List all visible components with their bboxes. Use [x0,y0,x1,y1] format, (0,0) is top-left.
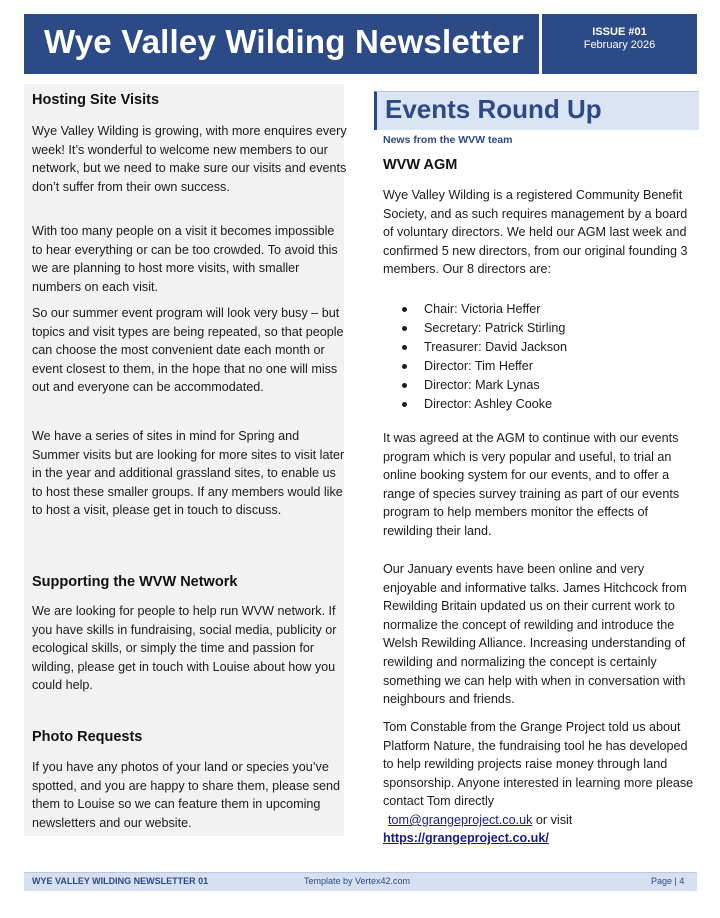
agm-heading: WVW AGM [383,157,458,173]
hosting-heading: Hosting Site Visits [32,92,160,108]
january-paragraph: Our January events have been online and very enjoyable and informative talks. James Hitchcock from Rewilding Britain updated us on their current work to normalize the concept of rewilding and introduce the Welsh Rewilding Alliance. Increasing understanding of rewilding and normalizing the concept is certainly something we can help with when in conversation with neighbours and friends. [383,562,687,707]
agm-paragraph-2: It was agreed at the AGM to continue with our events program which is very popular and useful, to trial an online booking system for our events, and to offer a range of species survey training as part of our events program to help members monitor the effects of rewilding their land. [383,431,680,538]
masthead [24,14,697,74]
issue-number: ISSUE #01 [592,26,647,38]
newsletter-title: Wye Valley Wilding Newsletter [44,23,524,60]
hosting-paragraph-2: With too many people on a visit it becomes impossible to hear everything or can be too crowded. To avoid this we are planning to host more visits, with smaller numbers on each visit. [32,224,338,294]
footer-newsletter-label: WYE VALLEY WILDING NEWSLETTER 01 [32,876,209,886]
hosting-paragraph-3: So our summer event program will look very busy – but topics and visit types are being repeated, so that people can choose the most convenient date each month or event closest to them, in the hope that no one will miss out and everyone can be accommodated. [32,306,344,395]
photo-paragraph: If you have any photos of your land or species you’ve spotted, and you are happy to share them, please send them to Louise so we can feature them in upcoming newsletters and our website. [32,760,341,830]
footer-template-credit: Template by Vertex42.com [304,876,411,886]
bullet-icon [402,402,407,407]
network-paragraph: We are looking for people to help run WVW network. If you have skills in fundraising, social media, publicity or ecological skills, or simply the time and passion for wilding, please get in touch with Louise about how you could help. [32,604,337,693]
hosting-paragraph-1: Wye Valley Wilding is growing, with more enquires every week! It’s wonderful to welcome new members to our network, but we need to make sure our visits and events don’t suffer from their own success. [32,124,347,194]
hosting-paragraph-4: We have a series of sites in mind for Spring and Summer visits but are looking for more sites to visit later in the year and additional grassland sites, to enable us to host these smaller groups. If any members would like to host a visit, please get in touch to discuss. [32,429,345,518]
issue-box [542,14,697,51]
left-column [24,84,347,836]
list-item: Director: Mark Lynas [402,376,567,395]
list-item: Director: Tim Heffer [402,357,567,376]
list-item: Director: Ashley Cooke [402,395,567,414]
grange-paragraph: Tom Constable from the Grange Project told us about Platform Nature, the fundraising tool he has developed to help rewilding projects raise money through land sponsorship. Anyone interested in learning more please contact Tom directly [383,720,694,809]
page-footer [24,872,697,891]
bullet-icon [402,307,407,312]
website-line [383,829,549,848]
events-subtitle: News from the WVW team [383,134,513,146]
directors-list [402,300,567,414]
website-link[interactable]: https://grangeproject.co.uk/ [383,831,549,845]
photo-heading: Photo Requests [32,729,143,745]
list-item: Treasurer: David Jackson [402,338,567,357]
page-number: Page | 4 [651,876,685,886]
bullet-icon [402,345,407,350]
bullet-icon [402,383,407,388]
or-visit-text: or visit [532,813,573,827]
issue-date: February 2026 [583,39,656,51]
email-link[interactable]: tom@grangeproject.co.uk [388,813,533,827]
email-line [388,811,572,830]
bullet-icon [402,364,407,369]
events-title: Events Round Up [385,94,602,124]
agm-paragraph-1: Wye Valley Wilding is a registered Community Benefit Society, and as such requires management by a board of voluntary directors. We held our AGM last week and confirmed 5 new directors, from our original founding 3 members. Our 8 directors are: [383,188,688,277]
list-item: Chair: Victoria Heffer [402,300,567,319]
events-banner [374,91,699,130]
list-item: Secretary: Patrick Stirling [402,319,567,338]
network-heading: Supporting the WVW Network [32,574,238,590]
bullet-icon [402,326,407,331]
